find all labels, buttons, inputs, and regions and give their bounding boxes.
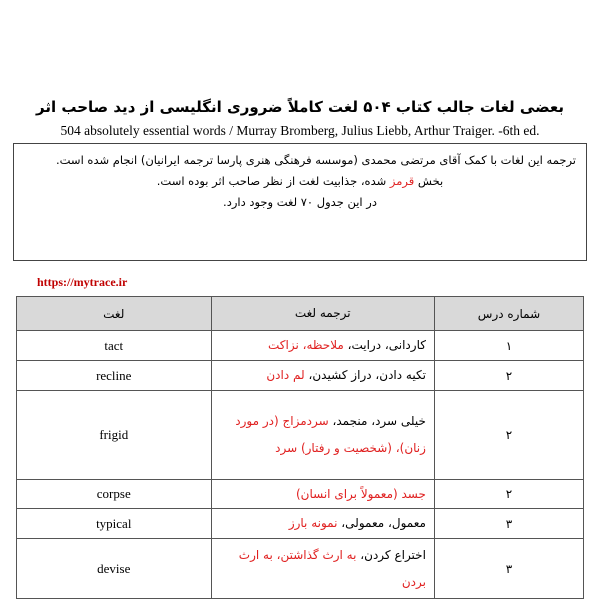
- translation-highlight: ملاحظه، نزاکت: [268, 338, 344, 352]
- row-word: devise: [17, 539, 212, 599]
- row-translation: [211, 331, 434, 361]
- table-row: [17, 391, 584, 480]
- table-row: [17, 480, 584, 509]
- notice-line-2: [14, 171, 586, 192]
- row-lesson: ۱: [434, 331, 583, 361]
- row-lesson: ۲: [434, 361, 583, 391]
- notice-line-3: در این جدول ۷۰ لغت وجود دارد.: [223, 195, 377, 209]
- row-word: recline: [17, 361, 212, 391]
- translation-highlight: جسد (معمولاً برای انسان): [295, 486, 426, 501]
- notice-line-2-suffix: شده، جذابیت لغت از نظر صاحب اثر بوده است.: [156, 174, 390, 188]
- table-row: [17, 361, 584, 391]
- table-header-row: [17, 297, 584, 331]
- translation-plain: معمول، معمولی،: [337, 516, 426, 530]
- row-lesson: ۲: [434, 391, 583, 480]
- document-title: بعضی لغات جالب کتاب ۵۰۴ لغت کاملاً ضروری انگلیسی از دید صاحب اثر: [36, 98, 564, 116]
- notice-box: [13, 143, 587, 261]
- translation-plain: اختراع کردن،: [356, 547, 426, 562]
- table-row: [17, 539, 584, 599]
- translation-highlight: به ارث گذاشتن، به ارث بردن: [238, 547, 426, 589]
- row-lesson: ۳: [434, 509, 583, 539]
- site-link[interactable]: https://mytrace.ir: [37, 275, 128, 289]
- translation-highlight: سردمزاج (در مورد زنان)، (شخصیت و رفتار) سرد: [235, 414, 426, 455]
- table-row: [17, 509, 584, 539]
- translation-plain: تکیه دادن، دراز کشیدن،: [304, 368, 426, 382]
- row-translation: [211, 539, 434, 599]
- row-lesson: ۳: [434, 539, 583, 599]
- notice-line-2-prefix: بخش: [414, 174, 444, 188]
- table-row: [17, 331, 584, 361]
- row-lesson: ۲: [434, 480, 583, 509]
- translation-plain: خیلی سرد، منجمد،: [328, 414, 426, 428]
- row-translation: [211, 509, 434, 539]
- translation-plain: کاردانی، درایت،: [343, 338, 426, 352]
- row-word: frigid: [17, 391, 212, 480]
- notice-line-1: ترجمه این لغات با کمک آقای مرتضی محمدی (موسسه فرهنگی هنری پارسا ترجمه ایرانیان) انجام شده است.: [55, 153, 576, 167]
- row-word: corpse: [17, 480, 212, 509]
- notice-red-word: قرمز: [389, 174, 415, 188]
- translation-highlight: لم دادن: [266, 368, 305, 382]
- header-translation: ترجمه لغت: [211, 297, 434, 331]
- vocabulary-table: [16, 296, 584, 599]
- row-translation: [211, 391, 434, 480]
- book-citation: 504 absolutely essential words / Murray Bromberg, Julius Liebb, Arthur Traiger. -6th ed.: [60, 123, 540, 138]
- row-word: tact: [17, 331, 212, 361]
- row-translation: [211, 480, 434, 509]
- row-translation: [211, 361, 434, 391]
- row-word: typical: [17, 509, 212, 539]
- header-word: لغت: [17, 297, 212, 331]
- header-lesson: شماره درس: [434, 297, 583, 331]
- translation-highlight: نمونه بارز: [288, 516, 338, 530]
